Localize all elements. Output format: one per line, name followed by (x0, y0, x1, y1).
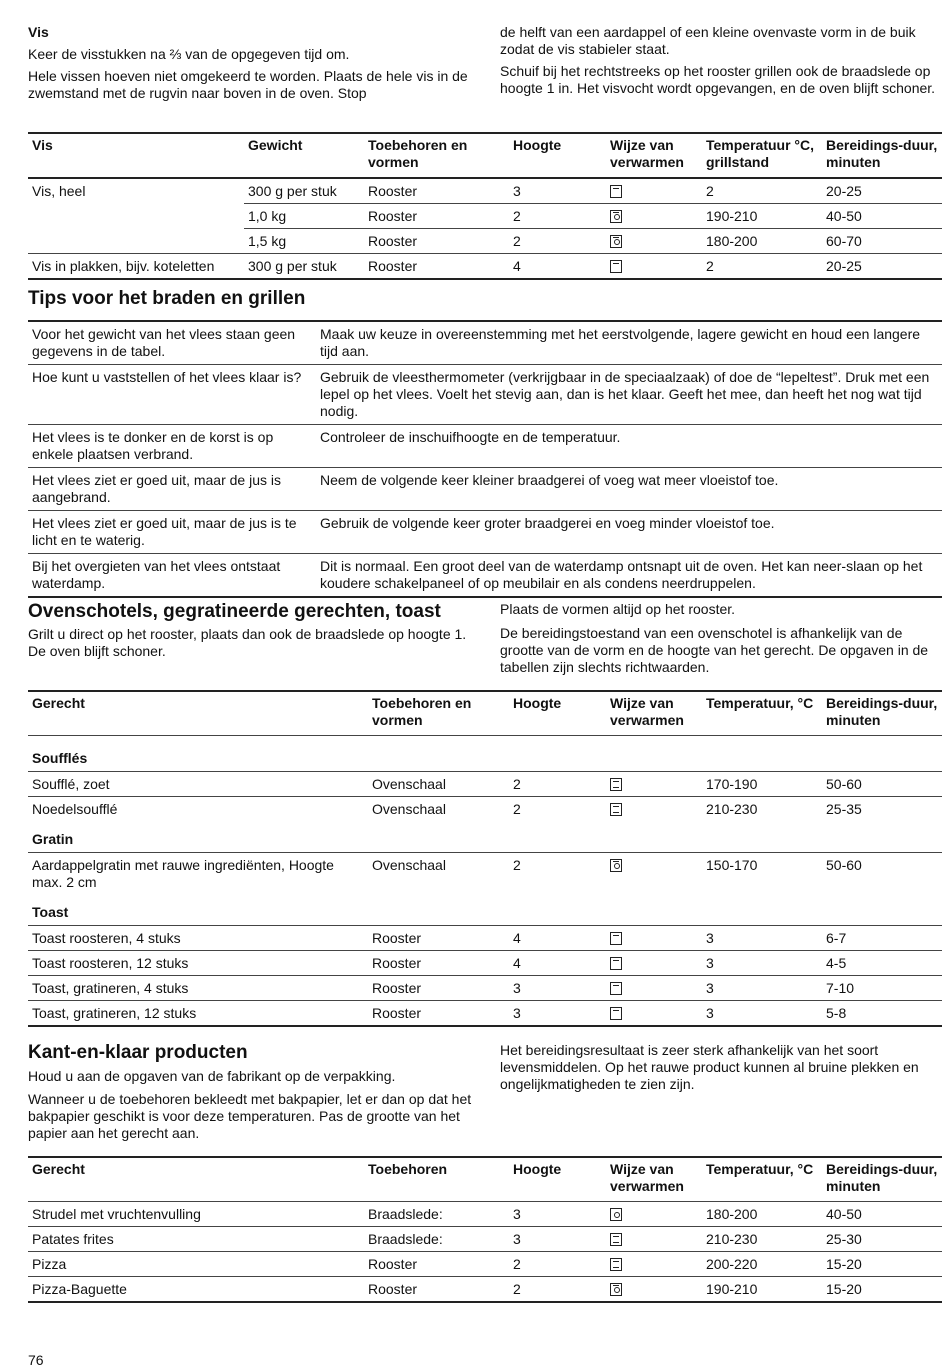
cell-acc: Ovenschaal (368, 853, 509, 895)
cell-temp: 170-190 (702, 772, 822, 797)
column-header: Temperatuur °C, grillstand (702, 133, 822, 178)
cell-acc: Rooster (368, 926, 509, 951)
cell-time: 40-50 (822, 204, 942, 229)
table-row (28, 772, 942, 797)
tips-heading: Tips voor het braden en grillen (28, 288, 306, 309)
grill-heating-icon (610, 957, 622, 970)
cell-acc: Rooster (368, 976, 509, 1001)
tip-answer: Gebruik de vleesthermometer (verkrijgbaar in de speciaalzaak) of doe de “lepeltest”. Druk met een lepel op het vlees. Voelt het stevig aan, dan is het klaar. Geeft het mee, dan heeft het nog wat tijd nodig. (316, 365, 942, 425)
tip-row (28, 468, 942, 511)
group-title: Gratin (32, 831, 74, 847)
ud-heating-icon (610, 1258, 622, 1271)
tip-row (28, 365, 942, 425)
tip-answer: Controleer de inschuifhoogte en de temperatuur. (316, 425, 942, 468)
kant-paragraph-3: Het bereidingsresultaat is zeer sterk afhankelijk van het soort levensmiddelen. Op het rauwe product kunnen al bruine plekken en ongelijkmatigheden te zien zijn. (500, 1042, 919, 1092)
cell-acc: Rooster (364, 1277, 509, 1303)
column-header: Hoogte (509, 1157, 606, 1202)
kant-table (28, 1156, 942, 1303)
vis-paragraph-3: de helft van een aardappel of een kleine ovenvaste vorm in de buik zodat de vis stabieler staat. (500, 24, 916, 57)
heating-mode-cell (606, 178, 702, 204)
cell-name: Soufflé, zoet (28, 772, 368, 797)
heating-mode-cell (606, 1252, 702, 1277)
column-header: Vis (28, 133, 244, 178)
cell-name: Strudel met vruchtenvulling (28, 1202, 364, 1227)
cell-time: 5-8 (822, 1001, 942, 1027)
cell-name: Pizza-Baguette (28, 1277, 364, 1303)
heating-mode-cell (606, 229, 702, 254)
column-header: Wijze van verwarmen (606, 1157, 702, 1202)
column-header: Hoogte (509, 133, 606, 178)
kant-heading: Kant-en-klaar producten (28, 1042, 248, 1063)
cell-height: 2 (509, 1277, 606, 1303)
group-title: Toast (32, 904, 69, 920)
cell-temp: 3 (702, 1001, 822, 1027)
cell-name (28, 229, 244, 254)
cell-weight: 300 g per stuk (244, 254, 364, 280)
ud-heating-icon (610, 803, 622, 816)
table-row (28, 951, 942, 976)
cell-height: 3 (509, 1202, 606, 1227)
group-header-row (28, 821, 942, 853)
cell-height: 2 (509, 853, 606, 895)
table-header-row (28, 691, 942, 736)
cell-time: 50-60 (822, 772, 942, 797)
heating-mode-cell (606, 772, 702, 797)
tip-question: Bij het overgieten van het vlees ontstaat waterdamp. (28, 554, 316, 598)
cell-weight: 1,0 kg (244, 204, 364, 229)
vis-paragraph-2: Hele vissen hoeven niet omgekeerd te worden. Plaats de hele vis in de zwemstand met de rugvin naar boven in de oven. Stop (28, 68, 468, 101)
oven-heading: Ovenschotels, gegratineerde gerechten, toast (28, 601, 441, 622)
cell-height: 4 (509, 951, 606, 976)
cell-height: 3 (509, 178, 606, 204)
cell-height: 2 (509, 229, 606, 254)
tip-row (28, 425, 942, 468)
cell-temp: 210-230 (702, 797, 822, 822)
grill-heating-icon (610, 932, 622, 945)
table-row (28, 229, 942, 254)
table-row (28, 797, 942, 822)
cell-weight: 300 g per stuk (244, 178, 364, 204)
column-header: Bereidings-duur, minuten (822, 691, 942, 736)
tip-answer: Neem de volgende keer kleiner braadgerei of voeg wat meer vloeistof toe. (316, 468, 942, 511)
vis-left-column (28, 24, 473, 102)
cell-name: Toast, gratineren, 12 stuks (28, 1001, 368, 1027)
heating-mode-cell (606, 1202, 702, 1227)
column-header: Wijze van verwarmen (606, 133, 702, 178)
oven-paragraph-3: De bereidingstoestand van een ovenschotel is afhankelijk van de grootte van de vorm en de hoogte van het gerecht. De opgaven in de tabellen zijn slechts richtwaarden. (500, 625, 929, 675)
cell-height: 2 (509, 1252, 606, 1277)
cell-time: 50-60 (822, 853, 942, 895)
group-header-row (28, 736, 942, 772)
cell-acc: Rooster (368, 1001, 509, 1027)
heating-mode-cell (606, 797, 702, 822)
grill-heating-icon (610, 185, 622, 198)
cell-temp: 180-200 (702, 1202, 822, 1227)
circ-heating-icon (610, 235, 622, 248)
column-header: Gewicht (244, 133, 364, 178)
column-header: Toebehoren en vormen (368, 691, 509, 736)
kant-paragraph-2: Wanneer u de toebehoren bekleedt met bakpapier, let er dan op dat het bakpapier geschikt is voor deze temperaturen. Pas de grootte van het papier aan het gerecht aan. (28, 1091, 472, 1141)
cell-acc: Rooster (364, 178, 509, 204)
ud-heating-icon (610, 1233, 622, 1246)
cell-name: Patates frites (28, 1227, 364, 1252)
cell-temp: 3 (702, 926, 822, 951)
cell-acc: Ovenschaal (368, 797, 509, 822)
column-header: Gerecht (28, 1157, 364, 1202)
kant-paragraph-1: Houd u aan de opgaven van de fabrikant op de verpakking. (28, 1068, 396, 1084)
heating-mode-cell (606, 1001, 702, 1027)
oven-table (28, 690, 942, 1027)
cell-temp: 190-210 (702, 204, 822, 229)
cell-time: 25-35 (822, 797, 942, 822)
cell-height: 2 (509, 772, 606, 797)
cell-name: Vis, heel (28, 178, 244, 204)
kant-left-column (28, 1042, 473, 1142)
column-header: Wijze van verwarmen (606, 691, 702, 736)
column-header: Toebehoren en vormen (364, 133, 509, 178)
tip-question: Het vlees ziet er goed uit, maar de jus is te licht en te waterig. (28, 511, 316, 554)
tip-question: Hoe kunt u vaststellen of het vlees klaar is? (28, 365, 316, 425)
cell-name: Aardappelgratin met rauwe ingrediënten, Hoogte max. 2 cm (28, 853, 368, 895)
kant-right-column (500, 1042, 942, 1093)
table-row (28, 926, 942, 951)
heating-mode-cell (606, 926, 702, 951)
oven-right-column (500, 601, 942, 676)
cell-temp: 2 (702, 178, 822, 204)
cell-temp: 3 (702, 976, 822, 1001)
page-number: 76 (28, 1352, 44, 1368)
tip-question: Het vlees is te donker en de korst is op enkele plaatsen verbrand. (28, 425, 316, 468)
tip-row (28, 554, 942, 598)
cell-time: 20-25 (822, 178, 942, 204)
tip-row (28, 511, 942, 554)
column-header: Bereidings-duur, minuten (822, 133, 942, 178)
cell-height: 2 (509, 797, 606, 822)
tip-row (28, 321, 942, 365)
vis-table (28, 132, 942, 280)
cell-height: 2 (509, 204, 606, 229)
column-header: Gerecht (28, 691, 368, 736)
tip-question: Het vlees ziet er goed uit, maar de jus is aangebrand. (28, 468, 316, 511)
cell-name: Vis in plakken, bijv. koteletten (28, 254, 244, 280)
cell-time: 15-20 (822, 1277, 942, 1303)
cell-acc: Rooster (368, 951, 509, 976)
cell-height: 3 (509, 1001, 606, 1027)
cell-time: 15-20 (822, 1252, 942, 1277)
table-row (28, 1252, 942, 1277)
cell-time: 60-70 (822, 229, 942, 254)
oven-left-column (28, 601, 473, 660)
tips-table (28, 320, 942, 598)
column-header: Toebehoren (364, 1157, 509, 1202)
cell-temp: 150-170 (702, 853, 822, 895)
grill-heating-icon (610, 1007, 622, 1020)
table-header-row (28, 1157, 942, 1202)
column-header: Temperatuur, °C (702, 1157, 822, 1202)
cell-temp: 180-200 (702, 229, 822, 254)
cell-time: 6-7 (822, 926, 942, 951)
table-row (28, 178, 942, 204)
tip-answer: Gebruik de volgende keer groter braadgerei en voeg minder vloeistof toe. (316, 511, 942, 554)
heating-mode-cell (606, 254, 702, 280)
tip-answer: Maak uw keuze in overeenstemming met het eerstvolgende, lagere gewicht en houd een langere tijd aan. (316, 321, 942, 365)
cell-time: 25-30 (822, 1227, 942, 1252)
table-row (28, 1277, 942, 1303)
cell-height: 3 (509, 976, 606, 1001)
heating-mode-cell (606, 204, 702, 229)
table-row (28, 1202, 942, 1227)
cell-height: 4 (509, 254, 606, 280)
cell-name: Toast, gratineren, 4 stuks (28, 976, 368, 1001)
column-header: Hoogte (509, 691, 606, 736)
heating-mode-cell (606, 1227, 702, 1252)
cell-acc: Rooster (364, 204, 509, 229)
cell-acc: Ovenschaal (368, 772, 509, 797)
vis-paragraph-1: Keer de visstukken na ⅔ van de opgegeven tijd om. (28, 46, 350, 62)
table-row (28, 1227, 942, 1252)
table-row (28, 853, 942, 895)
cell-temp: 200-220 (702, 1252, 822, 1277)
group-title: Soufflés (28, 736, 942, 772)
oven-paragraph-2: Plaats de vormen altijd op het rooster. (500, 601, 736, 617)
cell-name: Toast roosteren, 12 stuks (28, 951, 368, 976)
cell-time: 20-25 (822, 254, 942, 280)
grill-heating-icon (610, 982, 622, 995)
heating-mode-cell (606, 853, 702, 895)
table-header-row (28, 133, 942, 178)
vis-heading: Vis (28, 24, 49, 40)
cell-time: 7-10 (822, 976, 942, 1001)
tip-answer: Dit is normaal. Een groot deel van de waterdamp ontsnapt uit de oven. Het kan neer-slaan op het koudere schakelpaneel of op meubilair en als condens neerdruppelen. (316, 554, 942, 598)
cell-acc: Braadslede: (364, 1202, 509, 1227)
cell-acc: Rooster (364, 229, 509, 254)
vis-paragraph-4: Schuif bij het rechtstreeks op het rooster grillen ook de braadslede op hoogte 1 in. Het visvocht wordt opgevangen, en de oven blijft schoner. (500, 63, 936, 96)
grill-heating-icon (610, 260, 622, 273)
table-row (28, 1001, 942, 1027)
cell-time: 4-5 (822, 951, 942, 976)
table-row (28, 976, 942, 1001)
cell-acc: Rooster (364, 1252, 509, 1277)
circ-heating-icon (610, 859, 622, 872)
hot-heating-icon (610, 1208, 622, 1221)
cell-name: Noedelsoufflé (28, 797, 368, 822)
cell-temp: 2 (702, 254, 822, 280)
ud-heating-icon (610, 778, 622, 791)
column-header: Temperatuur, °C (702, 691, 822, 736)
table-row (28, 254, 942, 280)
cell-name (28, 204, 244, 229)
cell-temp: 210-230 (702, 1227, 822, 1252)
heating-mode-cell (606, 976, 702, 1001)
cell-temp: 190-210 (702, 1277, 822, 1303)
oven-paragraph-1: Grilt u direct op het rooster, plaats dan ook de braadslede op hoogte 1. De oven blijft schoner. (28, 626, 467, 659)
tip-question: Voor het gewicht van het vlees staan geen gegevens in de tabel. (28, 321, 316, 365)
cell-acc: Rooster (364, 254, 509, 280)
cell-name: Pizza (28, 1252, 364, 1277)
cell-acc: Braadslede: (364, 1227, 509, 1252)
cell-time: 40-50 (822, 1202, 942, 1227)
cell-temp: 3 (702, 951, 822, 976)
table-row (28, 204, 942, 229)
heating-mode-cell (606, 951, 702, 976)
cell-height: 4 (509, 926, 606, 951)
heating-mode-cell (606, 1277, 702, 1303)
circ-heating-icon (610, 210, 622, 223)
cell-name: Toast roosteren, 4 stuks (28, 926, 368, 951)
group-header-row (28, 894, 942, 926)
column-header: Bereidings-duur, minuten (822, 1157, 942, 1202)
circ-heating-icon (610, 1283, 622, 1296)
cell-weight: 1,5 kg (244, 229, 364, 254)
vis-right-column (500, 24, 942, 97)
cell-height: 3 (509, 1227, 606, 1252)
